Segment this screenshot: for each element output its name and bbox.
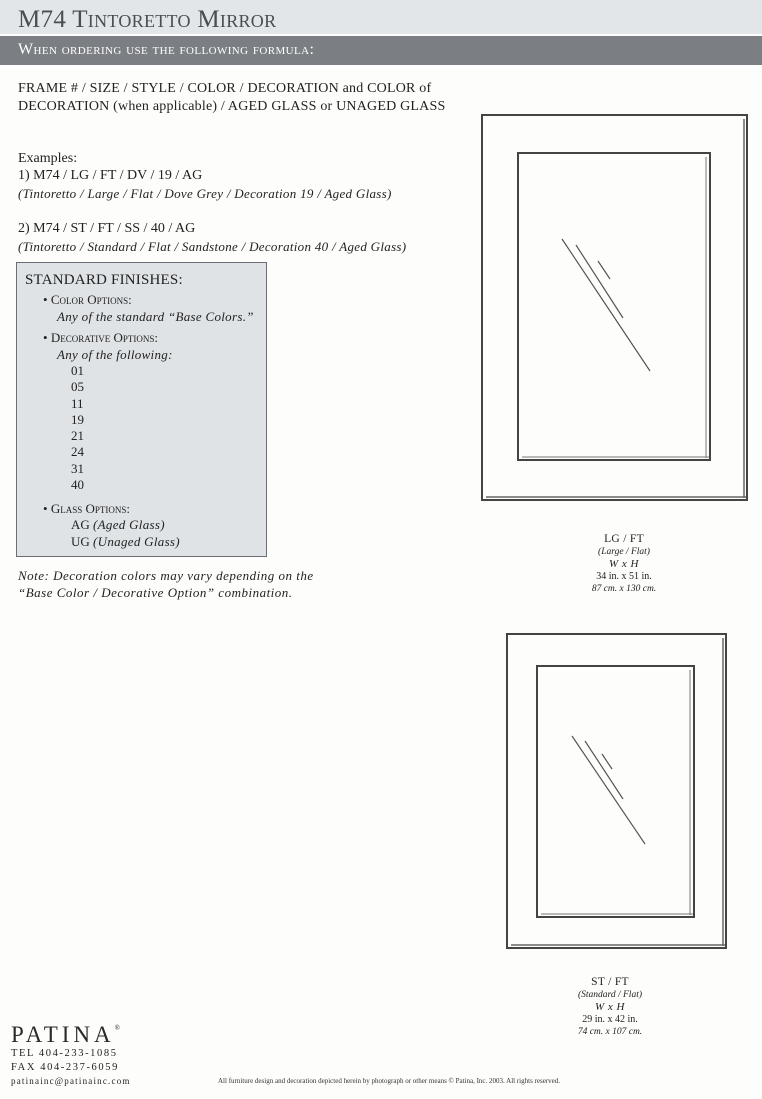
patina-logo (11, 1022, 120, 1048)
glass-option-text: (Unaged Glass) (93, 534, 180, 549)
example-1-code: 1) M74 / LG / FT / DV / 19 / AG (18, 168, 203, 183)
decoration-note (18, 567, 314, 601)
logo-text: PATINA (11, 1022, 115, 1047)
mirror-style: (Standard / Flat) (577, 989, 643, 1000)
decoration-item: 05 (71, 379, 84, 395)
decoration-item: 24 (71, 444, 84, 460)
color-options-label-text: Color Options: (50, 292, 132, 307)
standard-mirror-caption (546, 976, 674, 1039)
color-options-text: Any of the standard “Base Colors.” (57, 309, 254, 324)
decoration-item: 40 (71, 477, 84, 493)
decoration-item: 01 (71, 363, 84, 378)
decorative-options-label-text: Decorative Options: (50, 330, 158, 345)
mirror-dims-label: W x H (595, 1001, 625, 1013)
registered-mark: ® (114, 1024, 120, 1033)
standard-finishes-box (16, 262, 267, 557)
decorative-options-text: Any of the following: (57, 347, 173, 362)
examples-label: Examples: (18, 151, 78, 166)
contact-email[interactable]: patinainc@patinainc.com (11, 1076, 131, 1086)
glass-options-label-text: Glass Options: (50, 501, 130, 516)
color-options-label: • Color Options: (43, 292, 132, 307)
glass-options-label: • Glass Options: (43, 501, 130, 516)
standard-mirror-illustration (505, 632, 730, 952)
finishes-heading: STANDARD FINISHES: (25, 272, 183, 288)
mirror-style: (Large / Flat) (598, 546, 650, 557)
large-mirror-caption (560, 533, 688, 596)
page-subtitle: When ordering use the following formula: (18, 41, 315, 58)
mirror-inches: 29 in. x 42 in. (582, 1013, 638, 1025)
example-2-code: 2) M74 / ST / FT / SS / 40 / AG (18, 221, 196, 236)
glass-option-code: AG (71, 517, 90, 532)
note-line-2: “Base Color / Decorative Option” combination. (18, 585, 293, 600)
glass-option-code: UG (71, 534, 90, 549)
decorative-options-list (71, 363, 84, 493)
decorative-options-label: • Decorative Options: (43, 330, 158, 345)
decoration-item: 31 (71, 460, 84, 476)
page-title: M74 Tintoretto Mirror (18, 6, 277, 33)
mirror-cm: 74 cm. x 107 cm. (577, 1027, 643, 1037)
copyright-footer: All furniture design and decoration depicted herein by photograph or other means © Patina, Inc. 2003. All rights reserved. (218, 1077, 561, 1085)
glass-option-ug (71, 534, 180, 550)
example-2-description: (Tintoretto / Standard / Flat / Sandstone / Decoration 40 / Aged Glass) (18, 239, 407, 254)
mirror-dims-label: W x H (609, 558, 639, 570)
contact-fax: FAX 404-237-6059 (11, 1062, 119, 1073)
decoration-item: 21 (71, 428, 84, 444)
large-mirror-illustration (480, 113, 750, 503)
decoration-item: 11 (71, 395, 84, 411)
example-1-description: (Tintoretto / Large / Flat / Dove Grey / Decoration 19 / Aged Glass) (18, 186, 392, 201)
ordering-formula: FRAME # / SIZE / STYLE / COLOR / DECORATION and COLOR of DECORATION (when applicable) / AGED GLASS or UNAGED GLASS (18, 81, 446, 114)
mirror-code: LG / FT (604, 533, 644, 545)
decoration-item: 19 (71, 411, 84, 427)
mirror-inches: 34 in. x 51 in. (596, 570, 652, 582)
note-line-1: Note: Decoration colors may vary depending on the (18, 568, 314, 583)
mirror-code: ST / FT (591, 976, 629, 988)
contact-tel: TEL 404-233-1085 (11, 1048, 118, 1059)
glass-option-ag (71, 517, 165, 533)
mirror-cm: 87 cm. x 130 cm. (591, 584, 657, 594)
glass-option-text: (Aged Glass) (93, 517, 165, 532)
